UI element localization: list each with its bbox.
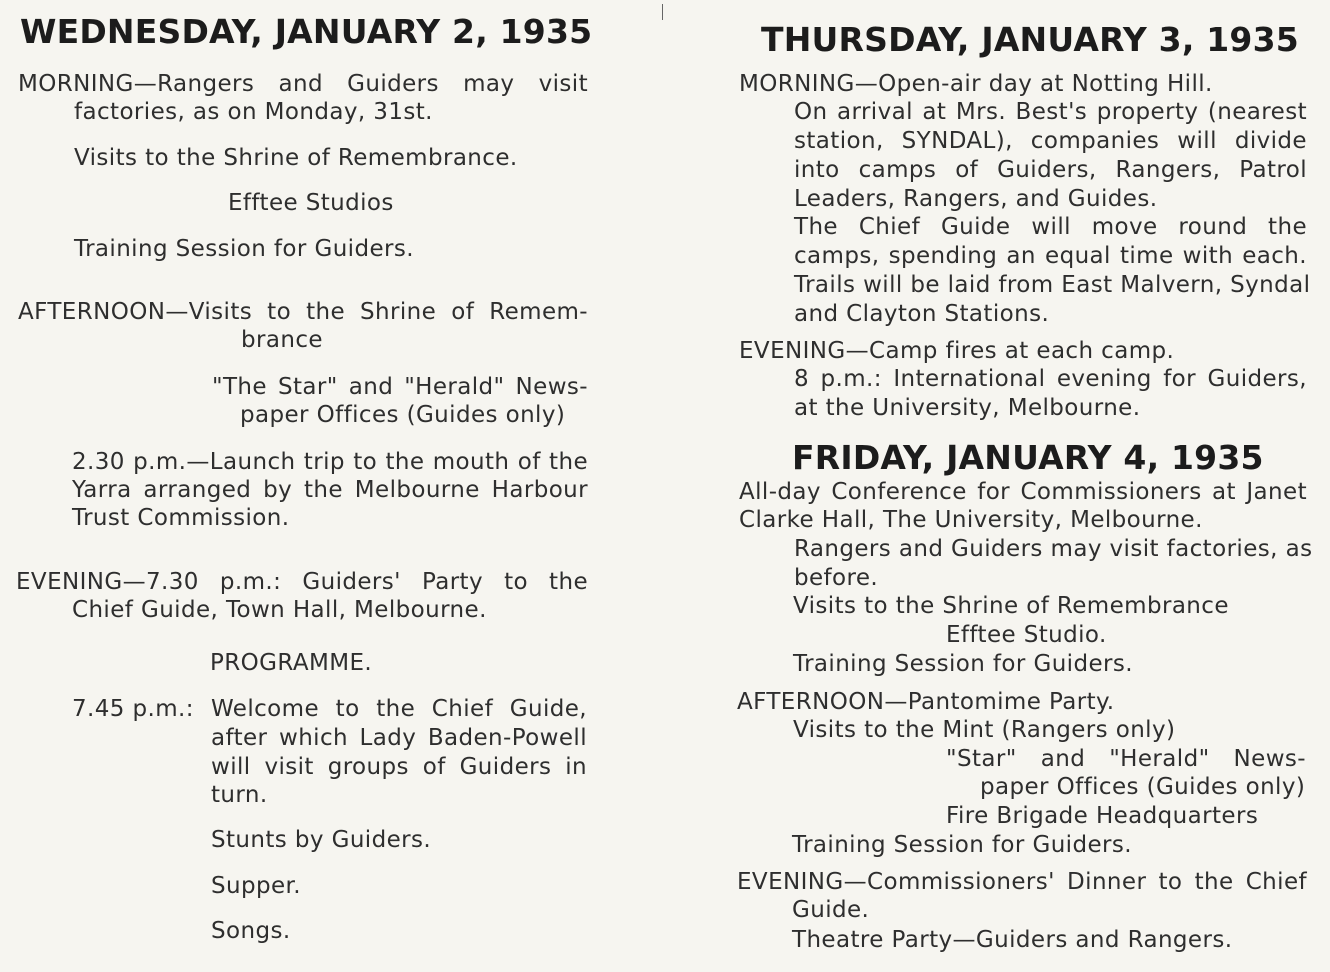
thursday-heading: THURSDAY, JANUARY 3, 1935: [761, 20, 1299, 59]
thu-morning-line4: into camps of Guiders, Rangers, Patrol: [794, 157, 1307, 183]
fri-evening-line1: EVENING—Commissioners' Dinner to the Chief: [737, 869, 1307, 895]
wed-programme-stunts: Stunts by Guiders.: [211, 827, 432, 853]
fri-allday-line5: Visits to the Shrine of Remembrance: [793, 593, 1229, 619]
fri-allday-line1: All-day Conference for Commissioners at Janet: [739, 479, 1307, 505]
wed-morning-efftee: Efftee Studios: [228, 190, 394, 216]
fri-evening-line2: Guide.: [792, 897, 870, 923]
fri-allday-line2: Clarke Hall, The University, Melbourne.: [739, 507, 1203, 533]
thu-morning-line8: Trails will be laid from East Malvern, Syndal: [794, 272, 1311, 298]
fri-afternoon-line4: paper Offices (Guides only): [980, 774, 1306, 800]
wed-welcome-line2: after which Lady Baden-Powell: [211, 725, 587, 751]
fri-allday-line6: Efftee Studio.: [946, 622, 1107, 648]
wed-launch-line3: Trust Commission.: [72, 505, 290, 531]
wed-morning-line2: factories, as on Monday, 31st.: [74, 99, 433, 125]
thu-morning-line7: camps, spending an equal time with each.: [794, 243, 1307, 269]
thu-morning-line9: and Clayton Stations.: [794, 301, 1050, 327]
wed-morning-line1: MORNING—Rangers and Guiders may visit: [18, 71, 588, 97]
thu-morning-line2: On arrival at Mrs. Best's property (nearest: [794, 99, 1307, 125]
thu-morning-line6: The Chief Guide will move round the: [794, 214, 1307, 240]
thu-morning-line3: station, SYNDAL), companies will divide: [794, 128, 1307, 154]
thu-evening-line3: at the University, Melbourne.: [794, 395, 1141, 421]
thu-evening-line2: 8 p.m.: International evening for Guiders,: [794, 366, 1307, 392]
thu-evening-line1: EVENING—Camp fires at each camp.: [739, 338, 1175, 364]
wed-programme-supper: Supper.: [211, 873, 301, 899]
wed-welcome-line1: Welcome to the Chief Guide,: [211, 696, 587, 722]
wed-morning-visits: Visits to the Shrine of Remembrance.: [74, 145, 518, 171]
wed-morning-training: Training Session for Guiders.: [74, 236, 414, 262]
wed-welcome-line4: turn.: [211, 782, 268, 808]
fri-evening-line3: Theatre Party—Guiders and Rangers.: [792, 927, 1233, 953]
page-divider: [662, 4, 663, 20]
fri-allday-line4: before.: [794, 565, 879, 591]
thu-morning-line1: MORNING—Open-air day at Notting Hill.: [739, 71, 1213, 97]
fri-afternoon-line3: "Star" and "Herald" News-: [946, 746, 1306, 772]
fri-afternoon-line5: Fire Brigade Headquarters: [946, 803, 1259, 829]
wednesday-heading: WEDNESDAY, JANUARY 2, 1935: [20, 12, 593, 51]
wed-programme-title: PROGRAMME.: [210, 650, 373, 676]
right-page-column: [665, 0, 1330, 972]
wed-welcome-line3: will visit groups of Guiders in: [211, 754, 587, 780]
fri-allday-line3: Rangers and Guiders may visit factories, as: [794, 536, 1313, 562]
wed-afternoon-line2: brance: [241, 327, 323, 353]
friday-heading: FRIDAY, JANUARY 4, 1935: [792, 438, 1264, 477]
wed-programme-songs: Songs.: [211, 918, 291, 944]
wed-evening-line1: EVENING—7.30 p.m.: Guiders' Party to the: [16, 569, 588, 595]
wed-programme-time: 7.45 p.m.:: [72, 696, 194, 722]
fri-afternoon-line1: AFTERNOON—Pantomime Party.: [737, 689, 1115, 715]
wed-afternoon-star2: paper Offices (Guides only): [240, 402, 566, 428]
wed-launch-line2: Yarra arranged by the Melbourne Harbour: [72, 477, 588, 503]
fri-allday-line7: Training Session for Guiders.: [793, 651, 1133, 677]
wed-afternoon-line1: AFTERNOON—Visits to the Shrine of Remem-: [18, 299, 588, 325]
wed-afternoon-star1: "The Star" and "Herald" News-: [212, 374, 588, 400]
wed-launch-line1: 2.30 p.m.—Launch trip to the mouth of the: [72, 449, 588, 475]
thu-morning-line5: Leaders, Rangers, and Guides.: [794, 186, 1158, 212]
fri-afternoon-line2: Visits to the Mint (Rangers only): [793, 717, 1176, 743]
fri-afternoon-line6: Training Session for Guiders.: [792, 832, 1132, 858]
wed-evening-line2: Chief Guide, Town Hall, Melbourne.: [72, 597, 487, 623]
